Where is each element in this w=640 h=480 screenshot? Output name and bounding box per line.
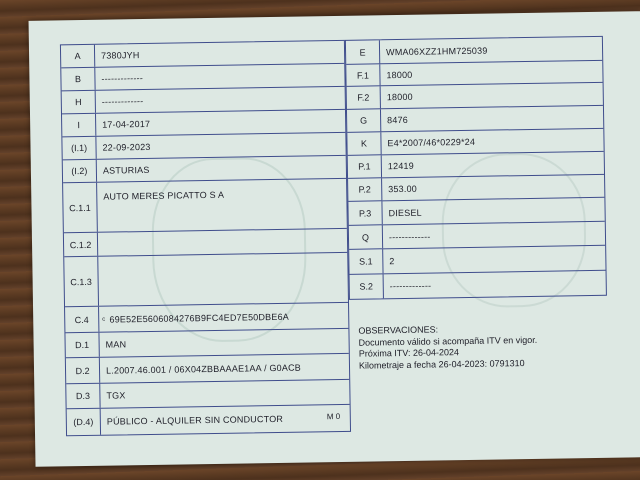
observations-line-3: Kilometraje a fecha 26-04-2023: 0791310 bbox=[358, 357, 525, 371]
observations-line-2: Próxima ITV: 26-04-2024 bbox=[358, 347, 460, 359]
field-row-q: Q ------------- bbox=[349, 222, 605, 250]
field-row-h: H ------------- bbox=[62, 87, 345, 114]
field-row-c13: C.1.3 bbox=[64, 253, 348, 307]
field-row-b: B ------------- bbox=[61, 64, 344, 91]
field-row-c12: C.1.2 bbox=[64, 229, 347, 257]
observations-heading: OBSERVACIONES: bbox=[358, 324, 439, 336]
field-row-d4: (D.4) PÚBLICO - ALQUILER SIN CONDUCTOR bbox=[67, 405, 350, 435]
field-row-f1: F.1 18000 bbox=[346, 61, 602, 87]
document-mark: M 0 bbox=[326, 411, 341, 422]
field-row-k: K E4*2007/46*0229*24 bbox=[347, 129, 603, 156]
c4-prefix: c bbox=[102, 316, 106, 323]
observations-block bbox=[358, 323, 537, 372]
field-row-s2: S.2 ------------- bbox=[350, 271, 606, 299]
field-row-d1: D.1 MAN bbox=[65, 329, 348, 358]
field-row-p2: P.2 353.00 bbox=[348, 175, 604, 202]
field-row-i2: (I.2) ASTURIAS bbox=[63, 156, 346, 183]
field-row-c11: C.1.1 AUTO MERES PICATTO S A bbox=[63, 179, 347, 233]
field-row-i1: (I.1) 22-09-2023 bbox=[62, 133, 345, 160]
vehicle-registration-document bbox=[29, 11, 640, 467]
right-fields-table bbox=[345, 36, 607, 300]
c4-value: 69E52E5606084276B9FC4ED7E50DBE6A bbox=[109, 311, 290, 325]
field-row-g: G 8476 bbox=[347, 106, 603, 133]
field-row-c4: C.4 c 69E52E5606084276B9FC4ED7E50DBE6A bbox=[65, 303, 348, 333]
left-fields-table bbox=[60, 40, 351, 436]
field-row-s1: S.1 2 bbox=[349, 246, 605, 275]
observations-line-1: Documento válido si acompaña ITV en vigor. bbox=[358, 334, 538, 348]
field-row-a: A 7380JYH bbox=[61, 41, 344, 68]
field-row-d2: D.2 L.2007.46.001 / 06X04ZBBAAAE1AA / G0ACB bbox=[66, 354, 349, 384]
field-row-f2: F.2 18000 bbox=[347, 83, 603, 110]
field-row-e: E WMA06XZZ1HM725039 bbox=[346, 37, 602, 65]
field-row-p3: P.3 DIESEL bbox=[348, 198, 604, 226]
field-row-d3: D.3 TGX bbox=[66, 380, 349, 409]
field-row-p1: P.1 12419 bbox=[348, 152, 604, 179]
field-row-i: I 17-04-2017 bbox=[62, 110, 345, 137]
